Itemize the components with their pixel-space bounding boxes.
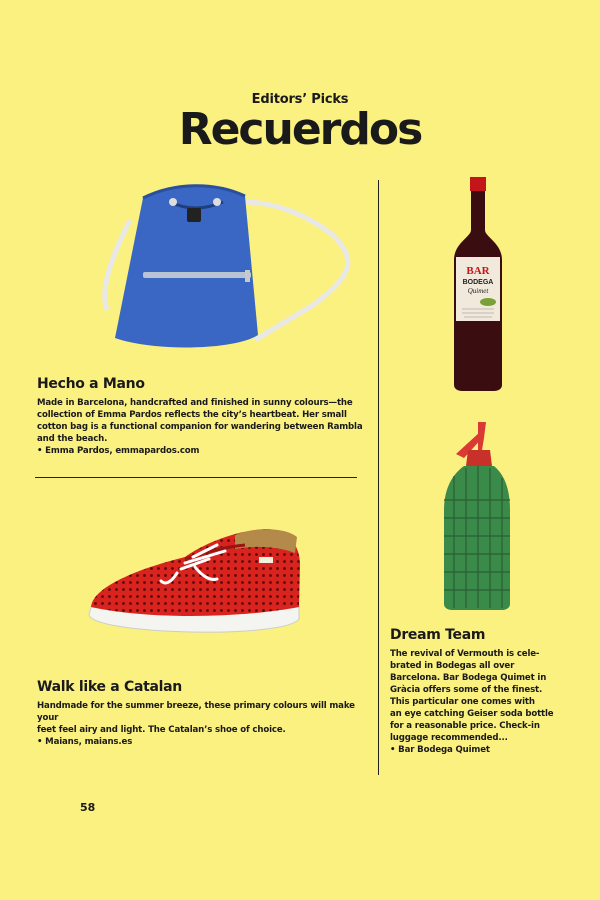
body-line: Made in Barcelona, handcrafted and finished in sunny colours—the <box>37 398 353 408</box>
body-line: This particular one comes with <box>390 697 535 707</box>
body-line: for a reasonable price. Check-in <box>390 721 540 731</box>
article-heading-dream-team: Dream Team <box>390 627 486 643</box>
page-number: 58 <box>80 801 96 814</box>
body-line: luggage recommended... <box>390 733 508 743</box>
article-credit: • Emma Pardos, emmapardos.com <box>37 446 200 456</box>
column-divider <box>378 180 379 775</box>
body-line: Barcelona. Bar Bodega Quimet in <box>390 673 547 683</box>
red-shoe-image <box>85 523 310 643</box>
article-body-dream-team <box>390 648 590 756</box>
article-body-walk-like-a-catalan <box>37 700 377 748</box>
soda-siphon-image <box>438 420 516 612</box>
page-title: Recuerdos <box>178 104 422 155</box>
body-line: The revival of Vermouth is cele- <box>390 649 540 659</box>
body-line: an eye catching Geiser soda bottle <box>390 709 554 719</box>
bottle-label-bar: BAR <box>466 265 490 277</box>
bottle-label-quimet: Quimet <box>467 287 489 295</box>
article-body-hecho-a-mano <box>37 397 367 457</box>
vermouth-bottle-image <box>450 175 506 393</box>
article-heading-hecho-a-mano: Hecho a Mano <box>37 376 145 392</box>
body-line: feet feel airy and light. The Catalan’s shoe of choice. <box>37 725 286 735</box>
body-line: collection of Emma Pardos reflects the city’s heartbeat. Her small <box>37 410 347 420</box>
body-line: and the beach. <box>37 434 108 444</box>
article-credit: • Bar Bodega Quimet <box>390 745 490 755</box>
article-heading-walk-like-a-catalan: Walk like a Catalan <box>37 679 182 695</box>
bottle-label-bodega: BODEGA <box>462 279 494 286</box>
body-line: Gràcia offers some of the finest. <box>390 685 543 695</box>
blue-bag-image <box>95 180 355 355</box>
section-kicker: Editors’ Picks <box>251 92 349 107</box>
body-line: brated in Bodegas all over <box>390 661 515 671</box>
body-line: cotton bag is a functional companion for wandering between Rambla <box>37 422 363 432</box>
section-divider <box>35 477 357 478</box>
article-credit: • Maians, maians.es <box>37 737 133 747</box>
body-line: Handmade for the summer breeze, these primary colours will make your <box>37 701 355 723</box>
